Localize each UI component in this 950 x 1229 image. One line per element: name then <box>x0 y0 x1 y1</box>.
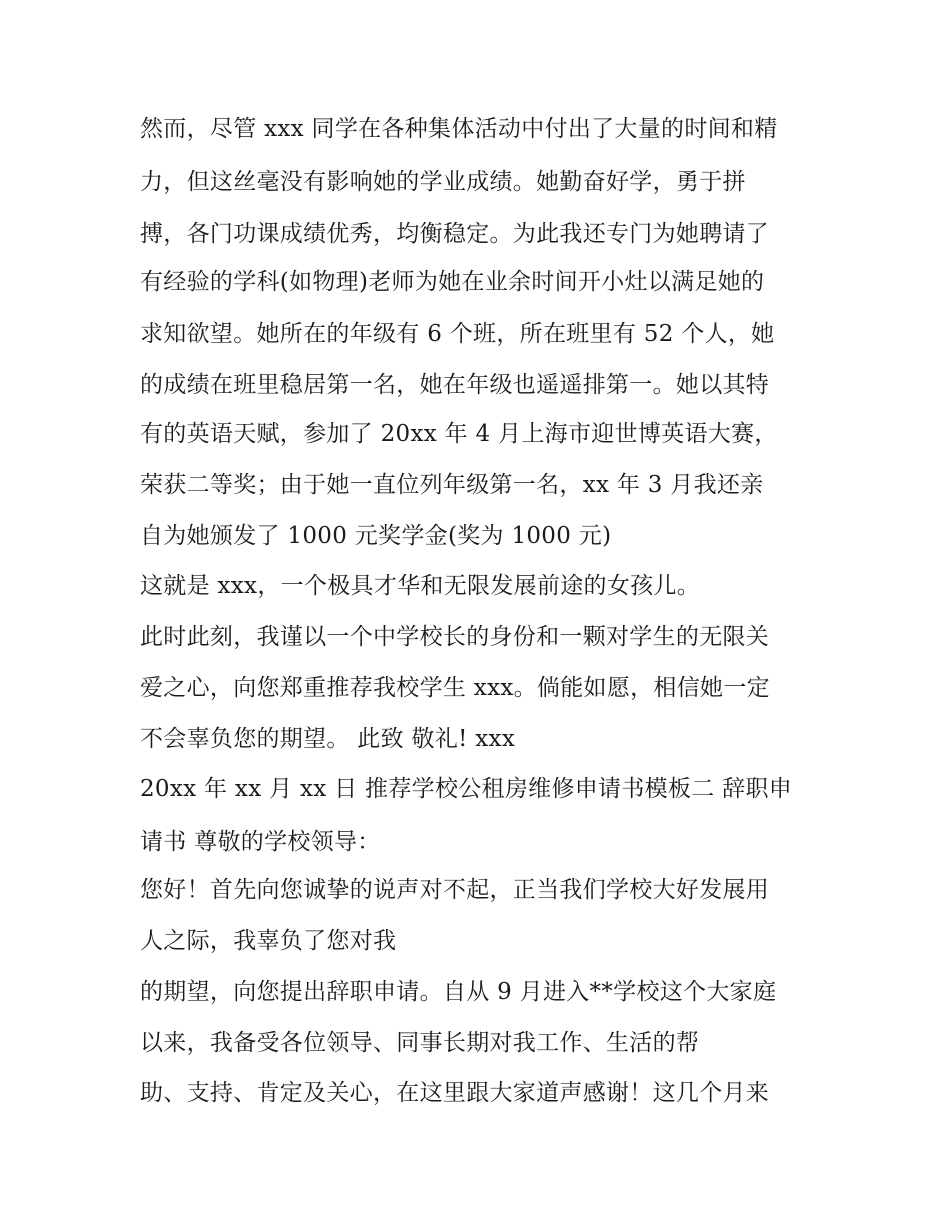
text-line: 20xx 年 xx 月 xx 日 推荐学校公租房维修申请书模板二 辞职申 <box>140 776 793 802</box>
text-line: 助、支持、肯定及关心，在这里跟大家道声感谢！这几个月来 <box>140 1080 770 1106</box>
text-line: 荣获二等奖；由于她一直位列年级第一名，xx 年 3 月我还亲 <box>140 472 764 498</box>
text-line: 您好！首先向您诚挚的说声对不起，正当我们学校大好发展用 <box>140 877 770 903</box>
text-line: 自为她颁发了 1000 元奖学金(奖为 1000 元) <box>140 523 612 549</box>
text-line: 爱之心，向您郑重推荐我校学生 xxx。倘能如愿，相信她一定 <box>140 675 770 701</box>
text-line: 搏，各门功课成绩优秀，均衡稳定。为此我还专门为她聘请了 <box>140 221 770 247</box>
text-line: 然而，尽管 xxx 同学在各种集体活动中付出了大量的时间和精 <box>140 116 778 142</box>
text-line: 此时此刻，我谨以一个中学校长的身份和一颗对学生的无限关 <box>140 624 770 650</box>
text-line: 的期望，向您提出辞职申请。自从 9 月进入**学校这个大家庭 <box>140 979 777 1005</box>
text-line: 有经验的学科(如物理)老师为她在业余时间开小灶以满足她的 <box>140 269 765 295</box>
text-line: 这就是 xxx，一个极具才华和无限发展前途的女孩儿。 <box>140 573 701 599</box>
text-line: 以来，我备受各位领导、同事长期对我工作、生活的帮 <box>140 1030 700 1056</box>
text-line: 力，但这丝毫没有影响她的学业成绩。她勤奋好学，勇于拼 <box>140 169 746 195</box>
text-line: 不会辜负您的期望。 此致 敬礼! xxx <box>140 726 516 752</box>
text-line: 的成绩在班里稳居第一名，她在年级也遥遥排第一。她以其特 <box>140 372 770 398</box>
text-line: 人之际，我辜负了您对我 <box>140 928 397 954</box>
text-line: 请书 尊敬的学校领导： <box>140 829 381 855</box>
text-line: 求知欲望。她所在的年级有 6 个班，所在班里有 52 个人，她 <box>140 321 775 347</box>
text-line: 有的英语天赋，参加了 20xx 年 4 月上海市迎世博英语大赛， <box>140 421 778 447</box>
